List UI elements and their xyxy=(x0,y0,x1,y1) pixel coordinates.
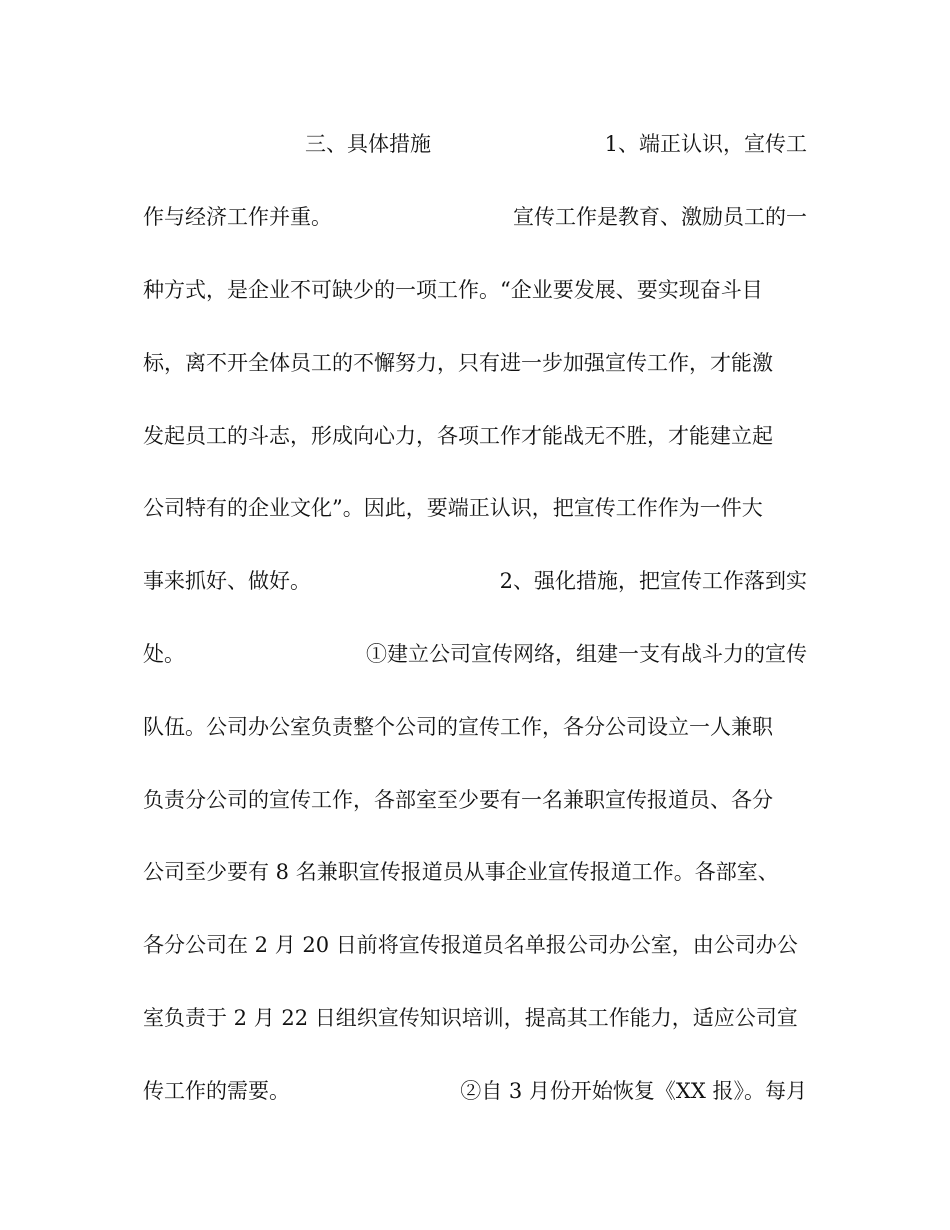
text-line xyxy=(143,927,807,963)
section-heading: 三、具体措施 xyxy=(305,132,431,156)
text-line xyxy=(143,199,807,235)
line-text: 公司特有的企业文化”。因此，要端正认识，把宣传工作作为一件大 xyxy=(143,496,763,520)
text-line xyxy=(143,490,807,526)
text-line xyxy=(143,272,807,308)
line-text: ②自 3 月份开始恢复《XX 报》。每月 xyxy=(460,1079,807,1103)
line-text: 公司至少要有 8 名兼职宣传报道员从事企业宣传报道工作。各部室、 xyxy=(143,860,779,884)
text-line xyxy=(143,126,807,162)
line-text: 作与经济工作并重。 xyxy=(143,205,332,229)
text-line xyxy=(143,563,807,599)
line-text: 事来抓好、做好。 xyxy=(143,569,311,593)
line-text: 1、端正认识，宣传工 xyxy=(604,132,807,156)
line-text: 发起员工的斗志，形成向心力，各项工作才能战无不胜，才能建立起 xyxy=(143,424,773,448)
text-line xyxy=(143,418,807,454)
text-line xyxy=(143,345,807,381)
line-text: 室负责于 2 月 22 日组织宣传知识培训，提高其工作能力，适应公司宣 xyxy=(143,1006,798,1030)
line-text: 传工作的需要。 xyxy=(143,1079,290,1103)
line-text: 宣传工作是教育、激励员工的一 xyxy=(513,205,807,229)
text-line xyxy=(143,709,807,745)
line-text: 负责分公司的宣传工作，各部室至少要有一名兼职宣传报道员、各分 xyxy=(143,788,773,812)
line-text: 处。 xyxy=(143,642,185,666)
line-text: 各分公司在 2 月 20 日前将宣传报道员名单报公司办公室，由公司办公 xyxy=(143,933,798,957)
line-text: ①建立公司宣传网络，组建一支有战斗力的宣传 xyxy=(366,642,807,666)
text-line xyxy=(143,636,807,672)
text-line xyxy=(143,782,807,818)
text-line xyxy=(143,1000,807,1036)
text-line xyxy=(143,1073,807,1109)
text-line xyxy=(143,854,807,890)
line-text: 种方式，是企业不可缺少的一项工作。“企业要发展、要实现奋斗目 xyxy=(143,278,763,302)
line-text: 标，离不开全体员工的不懈努力，只有进一步加强宣传工作，才能激 xyxy=(143,351,773,375)
line-text: 2、强化措施，把宣传工作落到实 xyxy=(499,569,807,593)
line-text: 队伍。公司办公室负责整个公司的宣传工作，各分公司设立一人兼职 xyxy=(143,715,773,739)
